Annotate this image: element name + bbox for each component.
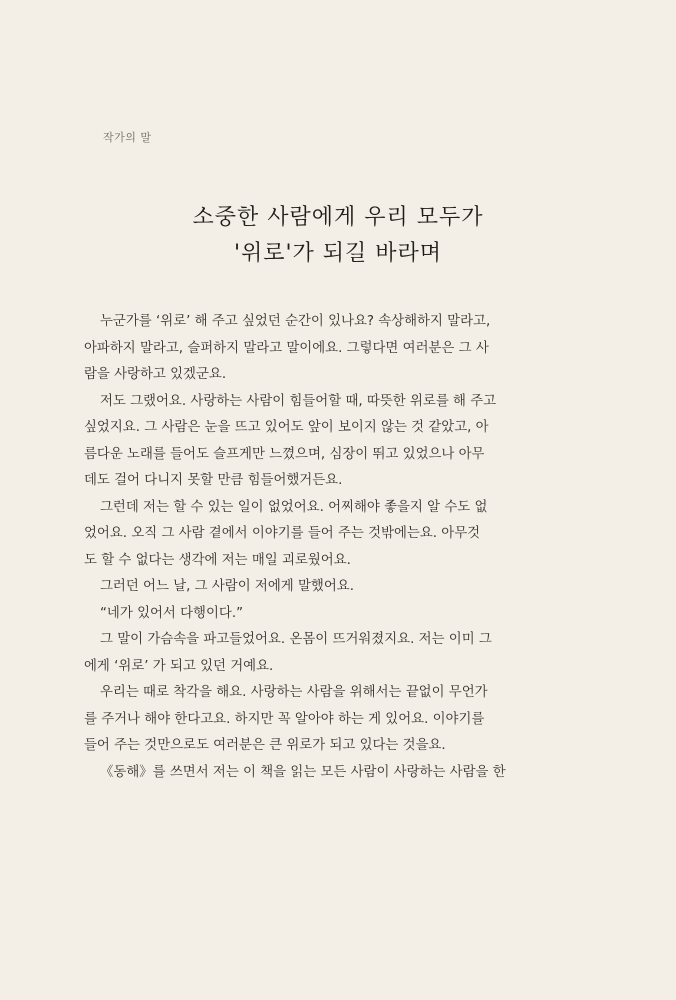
body-line: 었어요. 오직 그 사람 곁에서 이야기를 들어 주는 것밖에는요. 아무것 [84, 526, 481, 541]
title-line-2: '위로'가 되길 바라며 [233, 241, 443, 266]
body-line: 도 할 수 없다는 생각에 저는 매일 괴로웠어요. [84, 552, 351, 568]
body-line: 데도 걸어 다니지 못할 만큼 힘들어했거든요. [84, 473, 343, 488]
body-line: 를 주거나 해야 한다고요. 하지만 꼭 알아야 하는 게 있어요. 이야기를 [84, 711, 485, 727]
body-line: 람을 사랑하고 있겠군요. [84, 367, 227, 382]
body-line: 그러던 어느 날, 그 사람이 저에게 말했어요. [100, 579, 354, 594]
body-line: 그 말이 가슴속을 파고들었어요. 온몸이 뜨거워졌지요. 저는 이미 그 [100, 632, 492, 647]
body-line: 우리는 때로 착각을 해요. 사랑하는 사람을 위해서는 끝없이 무언가 [100, 685, 488, 700]
title-line-1: 소중한 사람에게 우리 모두가 [192, 205, 484, 230]
page-title [0, 200, 676, 272]
body-line: 누군가를 ‘위로’ 해 주고 싶었던 순간이 있나요? 속상해하지 말라고, [100, 314, 491, 329]
body-line: 에게 ‘위로’ 가 되고 있던 거예요. [84, 658, 274, 674]
section-label: 작가의 말 [103, 131, 152, 144]
body-line: “네가 있어서 다행이다.” [100, 605, 244, 621]
body-line: 들어 주는 것만으로도 여러분은 큰 위로가 되고 있다는 것을요. [84, 738, 446, 753]
body-line: 아파하지 말라고, 슬퍼하지 말라고 말이에요. 그렇다면 여러분은 그 사 [84, 340, 489, 356]
body-line: 싶었지요. 그 사람은 눈을 뜨고 있어도 앞이 보이지 않는 것 같았고, 아 [84, 420, 489, 435]
body-line: 저도 그랬어요. 사랑하는 사람이 힘들어할 때, 따뜻한 위로를 해 주고 [100, 393, 497, 409]
body-text [84, 309, 554, 786]
body-line: 《동해》를 쓰면서 저는 이 책을 읽는 모든 사람이 사랑하는 사람을 한 [100, 764, 506, 780]
body-line: 그런데 저는 할 수 있는 일이 없었어요. 어찌해야 좋을지 알 수도 없 [100, 499, 488, 515]
body-line: 름다운 노래를 들어도 슬프게만 느꼈으며, 심장이 뛰고 있었으나 아무 [84, 446, 485, 462]
